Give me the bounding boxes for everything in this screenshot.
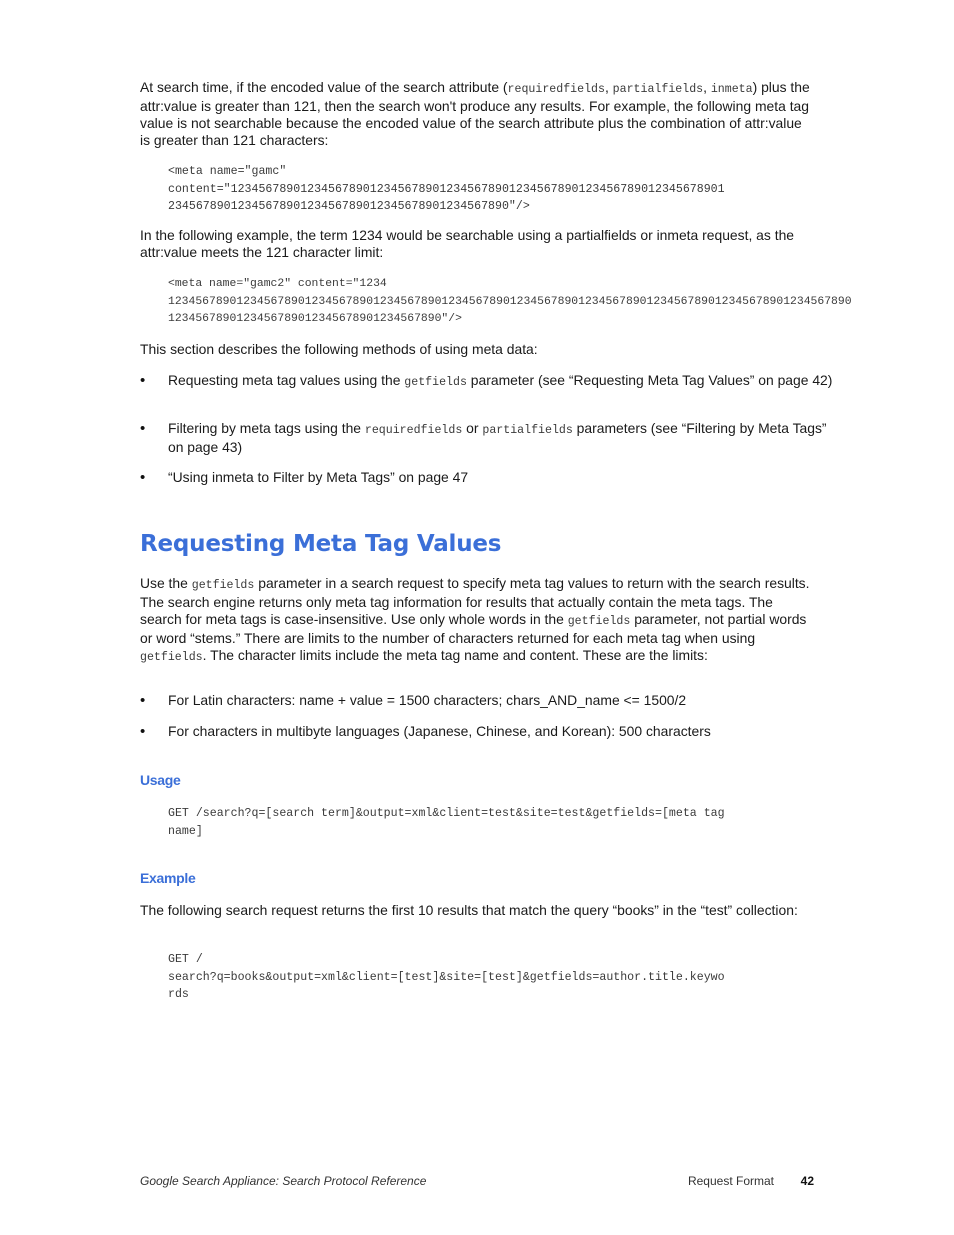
- list-item: • For characters in multibyte languages (Japanese, Chinese, and Korean): 500 characters: [140, 723, 840, 740]
- page-number: 42: [800, 1174, 814, 1188]
- intro-paragraph: [140, 79, 812, 149]
- footer-doc-title: Google Search Appliance: Search Protocol Reference: [140, 1174, 427, 1188]
- code-getfields: getfields: [191, 579, 255, 592]
- list-item: • For Latin characters: name + value = 1500 characters; chars_AND_name <= 1500/2: [140, 692, 840, 709]
- code-getfields: getfields: [404, 376, 467, 389]
- example-text: The following search request returns the first 10 results that match the query “books” in the “test” collection:: [140, 902, 798, 918]
- example-paragraph: In the following example, the term 1234 would be searchable using a partialfields or inmeta request, as the attr:value meets the 121 character limit:: [140, 227, 795, 260]
- section-title: Requesting Meta Tag Values: [140, 531, 502, 557]
- text: ) plus the attr:value is greater than 121, then the search won't produce any results. For example, the following meta tag value is not searchable because the encoded value of the search attribute plus the combination of attr:value is greater than 121 characters:: [140, 79, 810, 148]
- code-partialfields: partialfields: [482, 424, 573, 437]
- list-item: [140, 420, 840, 456]
- text: At search time, if the encoded value of the search attribute (: [140, 79, 508, 95]
- methods-intro: This section describes the following methods of using meta data:: [140, 341, 538, 357]
- code-block-gamc: <meta name="gamc" content="12345678901234567890123456789012345678901234567890123456789012345678901 2345678901234567890123456789012345678901234567890"/>: [168, 165, 725, 213]
- usage-code-block: GET /search?q=[search term]&output=xml&client=test&site=test&getfields=[meta tag name]: [168, 807, 725, 838]
- text: ,: [604, 79, 613, 95]
- text: parameter in a search request to specify meta tag values to return with the search results. The search engine returns only meta tag information for results that actually contain the meta tags. The search for meta tags is case-insensitive. Use only whole words in the: [140, 575, 810, 627]
- code-requiredfields: requiredfields: [364, 424, 463, 437]
- text: parameter (see “Requesting Meta Tag Values” on page 42): [466, 372, 833, 388]
- text: or: [462, 420, 483, 436]
- example-heading: Example: [140, 870, 196, 886]
- text: ,: [703, 79, 711, 95]
- code-partialfields: partialfields: [612, 83, 704, 96]
- footer-section: Request Format: [687, 1174, 774, 1188]
- text: Requesting meta tag values using the: [168, 372, 405, 388]
- example-code-block: GET / search?q=books&output=xml&client=[test]&site=[test]&getfields=author.title.keywo rds: [168, 953, 725, 1001]
- text: parameters (see “Filtering by Meta Tags” on page 43): [168, 420, 827, 455]
- usage-heading: Usage: [140, 772, 181, 788]
- section-paragraph: [140, 575, 812, 666]
- list-item: • “Using inmeta to Filter by Meta Tags” on page 47: [140, 469, 840, 486]
- text: Use the: [140, 575, 192, 591]
- text: . The character limits include the meta tag name and content. These are the limits:: [202, 647, 708, 663]
- code-getfields: getfields: [140, 651, 203, 664]
- code-inmeta: inmeta: [710, 83, 753, 96]
- code-block-gamc2: <meta name="gamc2" content="1234 1234567890123456789012345678901234567890123456789012345678901234567890123456789012345678901234567890 1234567890123456789012345678901234567890"/>: [168, 278, 852, 325]
- text: Filtering by meta tags using the: [168, 420, 365, 436]
- list-item: [140, 372, 840, 391]
- code-requiredfields: requiredfields: [507, 83, 605, 96]
- code-getfields: getfields: [567, 615, 631, 628]
- text: parameter, not partial words or word “stems.” There are limits to the number of characters returned for each meta tag when using: [140, 611, 807, 646]
